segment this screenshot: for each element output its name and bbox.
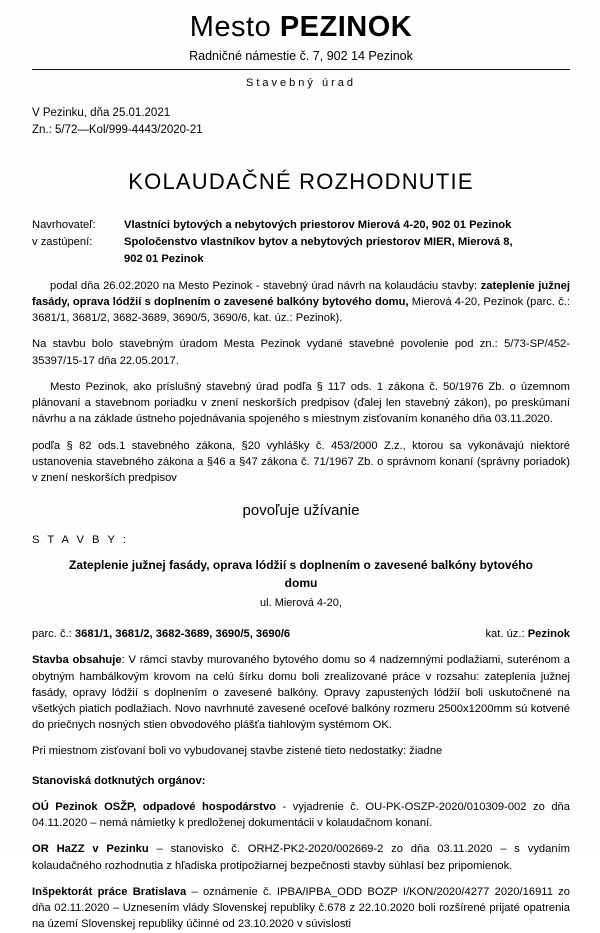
- opinion-item: [32, 841, 570, 873]
- paragraph-submission: [32, 278, 570, 327]
- place-and-date: V Pezinku, dňa 25.01.2021: [32, 106, 171, 119]
- opinion-authority: OÚ Pezinok OSŽP, odpadové hospodárstvo: [32, 800, 276, 813]
- applicant-row: [32, 217, 570, 234]
- permit-statement: povoľuje užívanie: [242, 502, 360, 520]
- opinion-text: – stanovisko č. ORHZ-PK2-2020/002669-2 zo dňa 03.11.2020 – s vydaním kolaudačného rozhodnutia z hľadiska protipožiarnej bezpečnosti stavby súhlasí bez pripomienok.: [32, 843, 571, 872]
- parcel-label: parc. č.:: [32, 628, 75, 641]
- represented-value-line1: Spoločenstvo vlastníkov bytov a nebytových priestorov MIER, Mierová 8,: [124, 236, 513, 249]
- applicant-value: Vlastníci bytových a nebytových priestorov Mierová 4-20, 902 01 Pezinok: [124, 219, 512, 232]
- content-head: Stavba obsahuje: [32, 654, 122, 667]
- represented-row: [32, 234, 570, 268]
- parcel-value: 3681/1, 3681/2, 3682-3689, 3690/5, 3690/6: [74, 628, 291, 641]
- submission-text-c: Mierová 4-20, Pezinok (parc. č.: 3681/1, 3681/2, 3682-3689, 3690/5, 3690/6, kat. úz.: Pezinok).: [32, 296, 570, 325]
- organization-name: PEZINOK: [279, 11, 413, 43]
- organization-title: [32, 12, 570, 44]
- subject-label: S T A V B Y :: [32, 534, 129, 547]
- organization-prefix: Mesto: [189, 11, 272, 43]
- submission-text-a: podal dňa 26.02.2020 na Mesto Pezinok - stavebný úrad návrh na kolaudáciu stavby:: [50, 279, 481, 292]
- subject-title-line1: Zateplenie južnej fasády, oprava lódžií s doplnením o zavesené balkóny bytového: [69, 558, 533, 573]
- opinion-text: – oznámenie č. IPBA/IPBA_ODD BOZP I/KON/2020/4277 2020/16911 zo dňa 02.11.2020 – Uznesením vlády Slovenskej republiky č.678 z 22.10.2020 boli rozšírené prijaté opatrenia na území Slovenskej republiky účinné od 23.10.2020 v súvislosti: [32, 885, 570, 931]
- opinion-item: [32, 884, 570, 933]
- subject-title-line2: domu: [284, 575, 318, 590]
- submission-subject: zateplenie južnej fasády, oprava lódžií s doplnením o zavesené balkóny bytového domu,: [32, 279, 570, 309]
- paragraph-content: [32, 652, 570, 733]
- opinion-item: [32, 799, 570, 831]
- office-name: Stavebný úrad: [246, 76, 356, 89]
- reference-number: Zn.: 5/72—Kol/999-4443/2020-21: [32, 124, 203, 137]
- organization-address: Radničné námestie č. 7, 902 14 Pezinok: [189, 48, 413, 63]
- parcel-numbers: [32, 626, 290, 642]
- applicant-label: Navrhovateľ:: [32, 219, 96, 232]
- content-text: : V rámci stavby murovaného bytového domu so 4 nadzemnými podlažiami, suterénom a obytným hambálkovým krovom na celú šírku domu boli zrealizované práce v rozsahu: zateplenia južnej fasády, opravy lódžií s doplnením o zavesené balkóny. Opravy zapustených lódžií boli uskutočnené na všetkých piatich podlažiach. Novo navrhnuté zavesené oceľové balkóny rozmeru 2500x1200mm sú kotvené do priečnych nosných stien obvodového plášťa tiahlovým systémom OK.: [32, 654, 570, 732]
- subject-title: [32, 557, 570, 592]
- parcel-row: [32, 626, 570, 642]
- opinion-authority: Inšpektorát práce Bratislava: [32, 885, 187, 898]
- opinions-heading: Stanoviská dotknutých orgánov:: [32, 774, 206, 787]
- represented-label: v zastúpení:: [32, 236, 93, 249]
- opinion-text: - vyjadrenie č. OU-PK-OSZP-2020/010309-002 zo dňa 04.11.2020 – nemá námietky k predloženej dokumentácii v kolaudačnom konaní.: [32, 800, 570, 830]
- represented-value-line2: 902 01 Pezinok: [124, 252, 204, 265]
- represented-value: [124, 234, 570, 268]
- subject-address: ul. Mierová 4-20,: [260, 597, 342, 610]
- paragraph-defects: Pri miestnom zisťovaní boli vo vybudovanej stavbe zistené tieto nedostatky: žiadne: [32, 745, 443, 758]
- paragraph-legal-basis: podľa § 82 ods.1 stavebného zákona, §20 vyhlášky č. 453/2000 Z.z., ktorou sa vykonávajú niektoré ustanovenia stavebného zákona a §46 a §47 zákona č. 71/1967 Zb. o správnom konaní (správny poriadok) v znení neskorších predpisov: [32, 439, 570, 485]
- document-body: [32, 217, 570, 932]
- cadastre-value: Pezinok: [527, 628, 570, 641]
- header-divider: [32, 69, 570, 70]
- page-title: KOLAUDAČNÉ ROZHODNUTIE: [128, 169, 474, 195]
- cadastre-label: kat. úz.:: [485, 628, 528, 641]
- opinion-authority: OR HaZZ v Pezinku: [32, 843, 149, 856]
- document-meta: [32, 105, 570, 140]
- paragraph-authority: Mesto Pezinok, ako príslušný stavebný úrad podľa § 117 ods. 1 zákona č. 50/1976 Zb. o územnom plánovaní a stavebnom poriadku v znení neskorších predpisov (ďalej len stavebný zákon), po preskúmaní návrhu a na základe ústneho pojednávania spojeného s miestnym zisťovaním konaného dňa 03.11.2020.: [32, 380, 570, 426]
- cadastre: [485, 626, 570, 642]
- paragraph-building-permit: Na stavbu bolo stavebným úradom Mesta Pezinok vydané stavebné povolenie pod zn.: 5/73-SP/452-35397/15-17 dňa 22.05.2017.: [32, 338, 570, 367]
